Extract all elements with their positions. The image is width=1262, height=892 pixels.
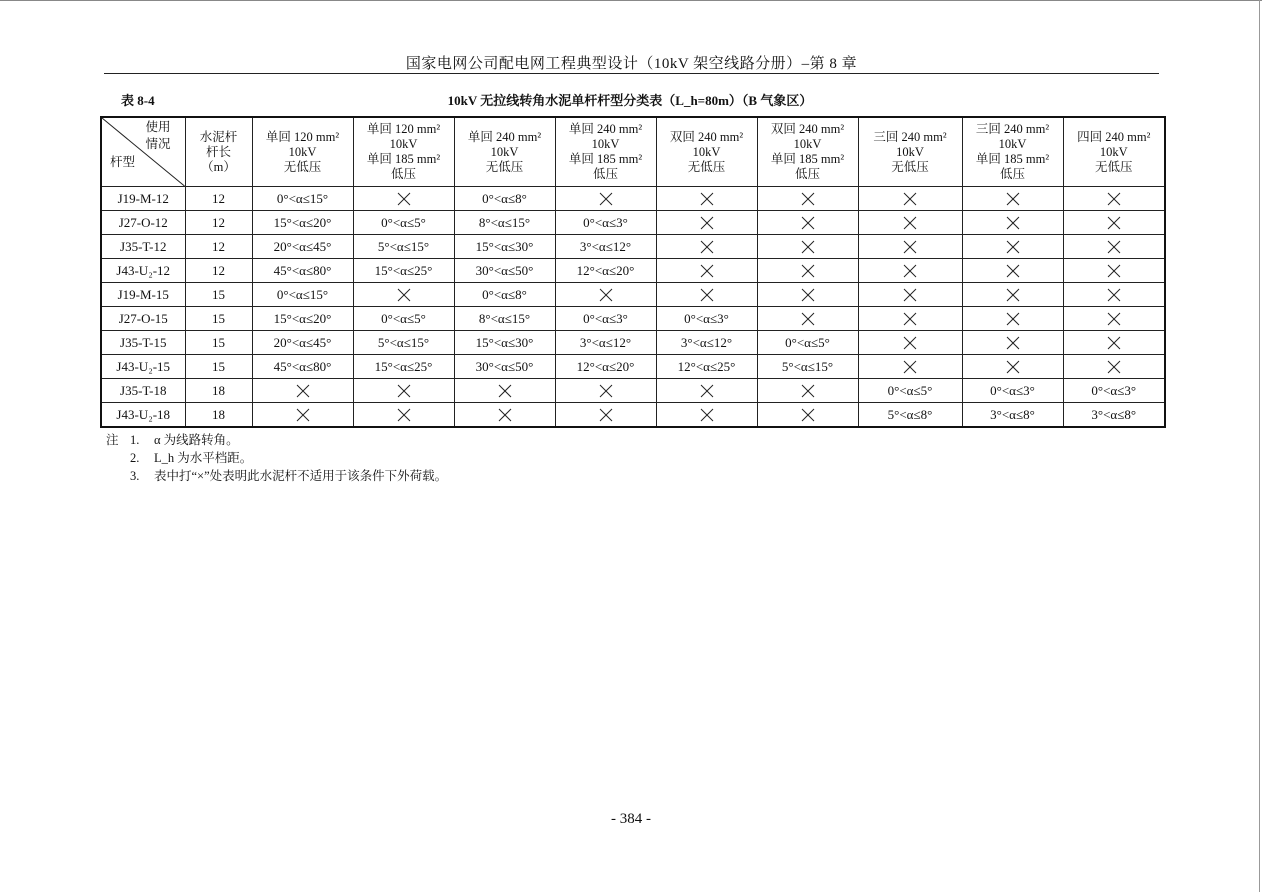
angle-range-cell: 3°<α≤12°: [555, 235, 656, 259]
angle-range-cell: 0°<α≤8°: [454, 187, 555, 211]
not-applicable-cell: [858, 187, 962, 211]
table-header-row: [101, 117, 1165, 187]
cross-icon: [859, 192, 962, 206]
column-header-9: [1063, 117, 1165, 187]
note-number: 3.: [130, 469, 140, 483]
column-header-6: [757, 117, 858, 187]
cross-icon: [455, 384, 555, 398]
column-header-line: 单回 240 mm²: [467, 129, 542, 144]
not-applicable-cell: [858, 307, 962, 331]
table-title: 10kV 无拉线转角水泥单杆杆型分类表（L_h=80m）（B 气象区）: [447, 93, 813, 108]
pole-length-cell: 12: [185, 211, 252, 235]
table-row: [101, 259, 1165, 283]
not-applicable-cell: [1063, 259, 1165, 283]
column-header-1: [252, 117, 353, 187]
cross-icon: [859, 312, 962, 326]
not-applicable-cell: [1063, 187, 1165, 211]
not-applicable-cell: [757, 259, 858, 283]
column-header-line: 10kV: [793, 137, 822, 151]
angle-range-cell: 30°<α≤50°: [454, 259, 555, 283]
not-applicable-cell: [656, 259, 757, 283]
pole-length-cell: 18: [185, 379, 252, 403]
pole-length-cell: 12: [185, 259, 252, 283]
cross-icon: [354, 288, 454, 302]
cross-icon: [657, 264, 757, 278]
corner-type-label: 杆型: [110, 155, 136, 169]
pole-length-cell: 15: [185, 355, 252, 379]
not-applicable-cell: [757, 379, 858, 403]
table-row: [101, 283, 1165, 307]
angle-range-cell: 0°<α≤15°: [252, 283, 353, 307]
column-header-line: 低压: [592, 167, 618, 181]
not-applicable-cell: [353, 403, 454, 428]
not-applicable-cell: [353, 283, 454, 307]
note-item: [106, 467, 447, 485]
angle-range-cell: 12°<α≤20°: [555, 355, 656, 379]
cross-icon: [758, 240, 858, 254]
cross-icon: [1064, 216, 1165, 230]
cross-icon: [859, 216, 962, 230]
not-applicable-cell: [757, 283, 858, 307]
angle-range-cell: 15°<α≤20°: [252, 211, 353, 235]
cross-icon: [758, 408, 858, 422]
column-header-line: 单回 185 mm²: [770, 152, 845, 166]
cross-icon: [859, 288, 962, 302]
length-header-line: 水泥杆: [199, 129, 238, 144]
not-applicable-cell: [454, 379, 555, 403]
cross-icon: [758, 312, 858, 326]
cross-icon: [253, 384, 353, 398]
angle-range-cell: 0°<α≤3°: [555, 211, 656, 235]
cross-icon: [354, 384, 454, 398]
angle-range-cell: 3°<α≤8°: [1063, 403, 1165, 428]
not-applicable-cell: [252, 379, 353, 403]
pole-length-cell: 15: [185, 331, 252, 355]
column-header-5: [656, 117, 757, 187]
angle-range-cell: 5°<α≤15°: [353, 235, 454, 259]
pole-type-cell: J43-U₂-12: [101, 259, 185, 283]
pole-type-cell: J19-M-15: [101, 283, 185, 307]
not-applicable-cell: [757, 307, 858, 331]
angle-range-cell: 15°<α≤20°: [252, 307, 353, 331]
column-header-line: 单回 185 mm²: [975, 152, 1050, 166]
not-applicable-cell: [1063, 283, 1165, 307]
cross-icon: [963, 240, 1063, 254]
angle-range-cell: 0°<α≤5°: [858, 379, 962, 403]
not-applicable-cell: [1063, 235, 1165, 259]
length-header-cell: [185, 117, 252, 187]
table-row: [101, 187, 1165, 211]
cross-icon: [859, 264, 962, 278]
cross-icon: [963, 264, 1063, 278]
column-header-line: 低压: [390, 167, 416, 181]
pole-type-cell: J35-T-15: [101, 331, 185, 355]
pole-type-cell: J35-T-18: [101, 379, 185, 403]
not-applicable-cell: [962, 211, 1063, 235]
angle-range-cell: 12°<α≤20°: [555, 259, 656, 283]
cross-icon: [963, 312, 1063, 326]
column-header-line: 10kV: [998, 137, 1027, 151]
not-applicable-cell: [555, 379, 656, 403]
cross-icon: [657, 408, 757, 422]
not-applicable-cell: [656, 235, 757, 259]
cross-icon: [859, 360, 962, 374]
cross-icon: [963, 288, 1063, 302]
angle-range-cell: 8°<α≤15°: [454, 211, 555, 235]
not-applicable-cell: [656, 379, 757, 403]
column-header-line: 无低压: [891, 159, 929, 174]
angle-range-cell: 0°<α≤3°: [962, 379, 1063, 403]
cross-icon: [657, 240, 757, 254]
not-applicable-cell: [858, 331, 962, 355]
pole-length-cell: 12: [185, 187, 252, 211]
cross-icon: [556, 288, 656, 302]
column-header-line: 三回 240 mm²: [873, 129, 947, 144]
column-header-3: [454, 117, 555, 187]
diagonal-line: [102, 118, 185, 186]
angle-range-cell: 5°<α≤15°: [353, 331, 454, 355]
column-header-line: 无低压: [687, 159, 726, 174]
table-notes: [106, 431, 447, 485]
cross-icon: [1064, 192, 1165, 206]
table-body: [101, 187, 1165, 428]
cross-icon: [1064, 264, 1165, 278]
cross-icon: [758, 216, 858, 230]
cross-icon: [556, 192, 656, 206]
cross-icon: [963, 216, 1063, 230]
angle-range-cell: 15°<α≤30°: [454, 331, 555, 355]
angle-range-cell: 0°<α≤5°: [757, 331, 858, 355]
not-applicable-cell: [555, 403, 656, 428]
column-header-4: [555, 117, 656, 187]
column-header-line: 低压: [999, 167, 1025, 181]
table-row: [101, 403, 1165, 428]
corner-usage-label: 使用: [145, 120, 171, 134]
pole-length-cell: 18: [185, 403, 252, 428]
column-header-2: [353, 117, 454, 187]
column-header-line: 单回 240 mm²: [568, 122, 643, 136]
not-applicable-cell: [962, 187, 1063, 211]
cross-icon: [758, 192, 858, 206]
running-header: 国家电网公司配电网工程典型设计（10kV 架空线路分册）–第 8 章: [405, 56, 858, 72]
not-applicable-cell: [656, 211, 757, 235]
not-applicable-cell: [555, 187, 656, 211]
cross-icon: [859, 240, 962, 254]
note-number: 2.: [130, 451, 140, 465]
not-applicable-cell: [962, 331, 1063, 355]
angle-range-cell: 0°<α≤3°: [1063, 379, 1165, 403]
angle-range-cell: 3°<α≤8°: [962, 403, 1063, 428]
table-row: [101, 235, 1165, 259]
angle-range-cell: 0°<α≤15°: [252, 187, 353, 211]
not-applicable-cell: [757, 235, 858, 259]
angle-range-cell: 3°<α≤12°: [656, 331, 757, 355]
cross-icon: [657, 288, 757, 302]
not-applicable-cell: [757, 211, 858, 235]
table-row: [101, 307, 1165, 331]
page-number: - 384 -: [611, 811, 651, 827]
cross-icon: [455, 408, 555, 422]
table-row: [101, 211, 1165, 235]
not-applicable-cell: [962, 355, 1063, 379]
corner-header-cell: [101, 117, 185, 187]
not-applicable-cell: [1063, 211, 1165, 235]
column-header-line: 无低压: [485, 159, 524, 174]
not-applicable-cell: [757, 187, 858, 211]
not-applicable-cell: [656, 187, 757, 211]
cross-icon: [1064, 336, 1165, 350]
note-text: 表中打“×”处表明此水泥杆不适用于该条件下外荷载。: [154, 469, 448, 483]
column-header-line: 双回 240 mm²: [770, 122, 845, 136]
not-applicable-cell: [656, 283, 757, 307]
angle-range-cell: 15°<α≤25°: [353, 259, 454, 283]
angle-range-cell: 0°<α≤5°: [353, 211, 454, 235]
cross-icon: [1064, 360, 1165, 374]
pole-type-cell: J43-U₂-18: [101, 403, 185, 428]
column-header-line: 无低压: [1094, 159, 1133, 174]
not-applicable-cell: [962, 259, 1063, 283]
angle-range-cell: 20°<α≤45°: [252, 235, 353, 259]
not-applicable-cell: [757, 403, 858, 428]
not-applicable-cell: [353, 187, 454, 211]
not-applicable-cell: [454, 403, 555, 428]
column-header-line: 10kV: [389, 137, 418, 151]
pole-classification-table: [100, 116, 1166, 428]
cross-icon: [556, 408, 656, 422]
cross-icon: [1064, 312, 1165, 326]
not-applicable-cell: [858, 235, 962, 259]
column-header-line: 单回 185 mm²: [568, 152, 643, 166]
table-row: [101, 379, 1165, 403]
note-item: [106, 449, 447, 467]
not-applicable-cell: [858, 283, 962, 307]
pole-type-cell: J19-M-12: [101, 187, 185, 211]
not-applicable-cell: [1063, 331, 1165, 355]
column-header-line: 10kV: [591, 137, 620, 151]
not-applicable-cell: [858, 259, 962, 283]
header-rule: [104, 73, 1159, 74]
cross-icon: [1064, 240, 1165, 254]
not-applicable-cell: [252, 403, 353, 428]
column-header-line: 三回 240 mm²: [975, 122, 1050, 136]
not-applicable-cell: [962, 235, 1063, 259]
pole-type-cell: J27-O-15: [101, 307, 185, 331]
cross-icon: [963, 336, 1063, 350]
angle-range-cell: 0°<α≤5°: [353, 307, 454, 331]
column-header-line: 单回 185 mm²: [366, 152, 441, 166]
not-applicable-cell: [656, 403, 757, 428]
not-applicable-cell: [555, 283, 656, 307]
cross-icon: [657, 384, 757, 398]
pole-type-cell: J43-U₂-15: [101, 355, 185, 379]
column-header-line: 10kV: [1099, 144, 1128, 159]
column-header-line: 10kV: [490, 144, 519, 159]
angle-range-cell: 5°<α≤15°: [757, 355, 858, 379]
angle-range-cell: 15°<α≤25°: [353, 355, 454, 379]
not-applicable-cell: [858, 211, 962, 235]
page-top-border: [0, 0, 1262, 1]
table-label: 表 8-4: [121, 93, 155, 108]
cross-icon: [657, 192, 757, 206]
corner-condition-label: 情况: [145, 137, 171, 151]
cross-icon: [758, 384, 858, 398]
table-row: [101, 355, 1165, 379]
column-header-line: 双回 240 mm²: [669, 129, 744, 144]
cross-icon: [657, 216, 757, 230]
pole-length-cell: 15: [185, 283, 252, 307]
cross-icon: [963, 360, 1063, 374]
cross-icon: [354, 408, 454, 422]
angle-range-cell: 3°<α≤12°: [555, 331, 656, 355]
angle-range-cell: 20°<α≤45°: [252, 331, 353, 355]
column-header-8: [962, 117, 1063, 187]
angle-range-cell: 45°<α≤80°: [252, 259, 353, 283]
not-applicable-cell: [1063, 355, 1165, 379]
note-number: 1.: [130, 433, 140, 447]
note-text: L_h 为水平档距。: [154, 451, 253, 465]
cross-icon: [556, 384, 656, 398]
cross-icon: [758, 288, 858, 302]
column-header-line: 10kV: [288, 144, 317, 159]
pole-length-cell: 12: [185, 235, 252, 259]
angle-range-cell: 5°<α≤8°: [858, 403, 962, 428]
not-applicable-cell: [1063, 307, 1165, 331]
column-header-line: 单回 120 mm²: [366, 122, 441, 136]
pole-length-cell: 15: [185, 307, 252, 331]
cross-icon: [1064, 288, 1165, 302]
angle-range-cell: 30°<α≤50°: [454, 355, 555, 379]
page-right-border: [1259, 0, 1260, 892]
column-header-line: 无低压: [283, 159, 322, 174]
note-lead: 注: [106, 433, 119, 447]
cross-icon: [758, 264, 858, 278]
column-header-line: 10kV: [896, 144, 924, 159]
angle-range-cell: 0°<α≤8°: [454, 283, 555, 307]
angle-range-cell: 15°<α≤30°: [454, 235, 555, 259]
cross-icon: [963, 192, 1063, 206]
not-applicable-cell: [962, 307, 1063, 331]
cross-icon: [859, 336, 962, 350]
length-header-line: （m）: [201, 159, 236, 174]
angle-range-cell: 0°<α≤3°: [555, 307, 656, 331]
column-header-line: 四回 240 mm²: [1077, 129, 1151, 144]
column-header-7: [858, 117, 962, 187]
not-applicable-cell: [962, 283, 1063, 307]
note-item: [106, 431, 447, 449]
angle-range-cell: 8°<α≤15°: [454, 307, 555, 331]
column-header-line: 10kV: [692, 144, 721, 159]
length-header-line: 杆长: [205, 144, 231, 159]
angle-range-cell: 45°<α≤80°: [252, 355, 353, 379]
cross-icon: [253, 408, 353, 422]
not-applicable-cell: [858, 355, 962, 379]
column-header-line: 低压: [794, 167, 820, 181]
column-header-line: 单回 120 mm²: [265, 129, 340, 144]
table-row: [101, 331, 1165, 355]
not-applicable-cell: [353, 379, 454, 403]
cross-icon: [354, 192, 454, 206]
pole-type-cell: J35-T-12: [101, 235, 185, 259]
pole-type-cell: J27-O-12: [101, 211, 185, 235]
note-text: α 为线路转角。: [154, 433, 239, 447]
angle-range-cell: 12°<α≤25°: [656, 355, 757, 379]
angle-range-cell: 0°<α≤3°: [656, 307, 757, 331]
